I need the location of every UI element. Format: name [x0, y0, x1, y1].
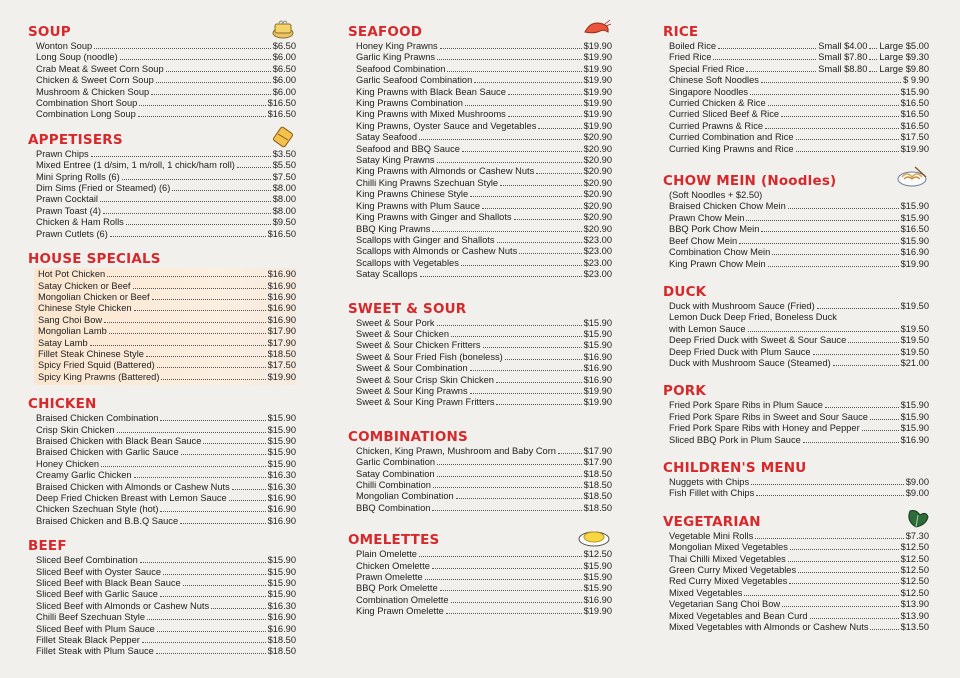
menu-item: BBQ Combination $18.50 — [356, 502, 612, 513]
beef-items — [28, 555, 296, 658]
section-title-vegetarian: VEGETARIAN — [663, 513, 761, 530]
menu-item: Sweet & Sour Crisp Skin Chicken $16.90 — [356, 374, 612, 385]
menu-item-sized: Fried Rice Small $7.80 Large $9.30 — [669, 52, 929, 63]
menu-item: Combination Short Soup $16.50 — [36, 98, 296, 109]
section-title-combinations: COMBINATIONS — [348, 428, 468, 445]
menu-item: Fillet Steak Chinese Style $18.50 — [38, 348, 296, 359]
menu-item: Mushroom & Chicken Soup $6.00 — [36, 86, 296, 97]
menu-item: Crisp Skin Chicken $15.90 — [36, 424, 296, 435]
menu-item: Garlic Seafood Combination $19.90 — [356, 75, 612, 86]
menu-item: Spicy Fried Squid (Battered) $17.50 — [38, 360, 296, 371]
menu-item: Sweet & Sour King Prawns $19.90 — [356, 385, 612, 396]
chow-mein-items — [663, 201, 929, 269]
menu-item: Creamy Garlic Chicken $16.30 — [36, 470, 296, 481]
menu-item: Braised Chicken with Black Bean Sauce $15.90 — [36, 435, 296, 446]
menu-item: Mixed Vegetables with Almonds or Cashew Nuts $13.50 — [669, 622, 929, 633]
menu-item: Mini Spring Rolls (6) $7.50 — [36, 171, 296, 182]
menu-item: Duck with Mushroom Sauce (Steamed) $21.00 — [669, 357, 929, 368]
menu-item: Seafood Combination $19.90 — [356, 63, 612, 74]
rice-items — [663, 41, 929, 155]
menu-item-multiline: Lemon Duck Deep Fried, Boneless Duck — [669, 312, 837, 323]
menu-item: King Prawns Combination $19.90 — [356, 98, 612, 109]
menu-item: Chicken & Sweet Corn Soup $6.00 — [36, 75, 296, 86]
menu-item: Combination Chow Mein $16.90 — [669, 247, 929, 258]
menu-item: Chicken Omelette $15.90 — [356, 560, 612, 571]
menu-item: Green Curry Mixed Vegetables $12.50 — [669, 565, 929, 575]
section-seafood — [348, 24, 612, 281]
menu-item: Red Curry Mixed Vegetables $12.50 — [669, 576, 929, 587]
menu-item: BBQ Pork Omelette $15.90 — [356, 583, 612, 594]
section-beef — [28, 538, 296, 658]
section-sweet-sour — [348, 301, 612, 409]
section-title-omelettes: OMELETTES — [348, 532, 440, 549]
menu-item: Fish Fillet with Chips $9.00 — [669, 488, 929, 499]
section-title-soup: SOUP — [28, 24, 71, 40]
menu-item: Braised Chicken with Almonds or Cashew Nuts $16.30 — [36, 481, 296, 492]
menu-item: Chilli Combination $18.50 — [356, 480, 612, 490]
menu-item: Chinese Style Chicken $16.90 — [38, 303, 296, 314]
menu-item: Garlic King Prawns $19.90 — [356, 52, 612, 63]
menu-item: Plain Omelette $12.50 — [356, 549, 612, 560]
menu-item: Prawn Chips $3.50 — [36, 148, 296, 159]
menu-item: Mongolian Combination $18.50 — [356, 491, 612, 502]
section-omelettes — [348, 532, 612, 617]
childrens-items — [663, 477, 929, 500]
section-soup — [28, 24, 296, 121]
menu-item: Sliced Beef with Black Bean Sauce $15.90 — [36, 578, 296, 589]
vegetable-icon — [903, 505, 929, 529]
menu-item: Sweet & Sour Chicken Fritters $15.90 — [356, 340, 612, 351]
combinations-items — [348, 446, 612, 514]
menu-item: Thai Chilli Mixed Vegetables $12.50 — [669, 553, 929, 564]
menu-item: Mongolian Chicken or Beef $16.90 — [38, 291, 296, 302]
house-specials-items — [34, 268, 296, 385]
menu-item: Scallops with Almonds or Cashew Nuts $23.00 — [356, 246, 612, 257]
menu-item: King Prawns with Plum Sauce $20.90 — [356, 200, 612, 211]
menu-item: Hot Pot Chicken $16.90 — [38, 269, 296, 280]
menu-item: Sang Choi Bow $16.90 — [38, 314, 296, 325]
menu-item: Mixed Vegetables and Bean Curd $13.90 — [669, 610, 929, 621]
menu-item: Mongolian Lamb $17.90 — [38, 326, 296, 337]
omelette-icon — [576, 526, 612, 548]
menu-item: Combination Omelette $16.90 — [356, 594, 612, 605]
soup-items — [28, 41, 296, 121]
section-childrens-menu — [663, 460, 929, 500]
menu-column-right — [663, 24, 929, 644]
menu-item: Curried King Prawns and Rice $19.90 — [669, 143, 929, 154]
menu-item: King Prawns, Oyster Sauce and Vegetables $19.90 — [356, 120, 612, 131]
menu-item: Braised Chicken Chow Mein $15.90 — [669, 201, 929, 212]
menu-item: Sweet & Sour Fried Fish (boneless) $16.90 — [356, 351, 612, 362]
section-combinations — [348, 429, 612, 514]
menu-item: Scallops with Vegetables $23.00 — [356, 257, 612, 268]
section-title-chicken: CHICKEN — [28, 396, 97, 413]
section-title-house-specials: HOUSE SPECIALS — [28, 251, 161, 268]
menu-item: Prawn Toast (4) $8.00 — [36, 205, 296, 216]
menu-item: Satay Chicken or Beef $16.90 — [38, 280, 296, 291]
chow-mein-note: (Soft Noodles + $2.50) — [669, 190, 763, 201]
section-title-childrens-menu: CHILDREN'S MENU — [663, 459, 807, 476]
menu-item: Spicy King Prawns (Battered) $19.90 — [38, 371, 296, 382]
menu-item: Vegetarian Sang Choi Bow $13.90 — [669, 599, 929, 610]
menu-item: King Prawn Omelette $19.90 — [356, 606, 612, 617]
menu-item: King Prawns with Ginger and Shallots $20.90 — [356, 212, 612, 223]
menu-item: Chicken & Ham Rolls $9.50 — [36, 217, 296, 228]
menu-item-multiline-end: with Lemon Sauce $19.50 — [669, 323, 929, 334]
menu-item: Fried Pork Spare Ribs with Honey and Pepper $15.90 — [669, 423, 929, 434]
menu-item: Sliced BBQ Pork in Plum Sauce $16.90 — [669, 434, 929, 445]
menu-item: Crab Meat & Sweet Corn Soup $6.50 — [36, 63, 296, 74]
section-title-beef: BEEF — [28, 538, 67, 555]
noodles-icon — [895, 163, 929, 189]
menu-item: Sweet & Sour King Prawn Fritters $19.90 — [356, 397, 612, 408]
menu-item: Sliced Beef with Plum Sauce $16.90 — [36, 623, 296, 634]
menu-item: Sliced Beef with Oyster Sauce $15.90 — [36, 566, 296, 577]
menu-item: King Prawn Chow Mein $19.90 — [669, 258, 929, 269]
menu-item: Satay Seafood $20.90 — [356, 132, 612, 143]
menu-item: Braised Chicken Combination $15.90 — [36, 413, 296, 424]
menu-item: Satay Lamb $17.90 — [38, 337, 296, 348]
menu-item: Honey Chicken $15.90 — [36, 458, 296, 469]
pork-items — [663, 400, 929, 446]
menu-item: Chilli Beef Szechuan Style $16.90 — [36, 612, 296, 623]
menu-item: Sliced Beef Combination $15.90 — [36, 555, 296, 566]
menu-item: Scallops with Ginger and Shallots $23.00 — [356, 234, 612, 245]
menu-item: Sweet & Sour Combination $16.90 — [356, 363, 612, 374]
sweet-sour-items — [348, 318, 612, 409]
menu-item: Braised Chicken and B.B.Q Sauce $16.90 — [36, 515, 296, 526]
menu-item: Nuggets with Chips $9.00 — [669, 476, 929, 487]
menu-item-sized: Boiled Rice Small $4.00 Large $5.00 — [669, 41, 929, 51]
section-vegetarian — [663, 514, 929, 634]
menu-item: Seafood and BBQ Sauce $20.90 — [356, 143, 612, 154]
menu-item: Chicken Szechuan Style (hot) $16.90 — [36, 504, 296, 515]
section-chow-mein — [663, 173, 929, 270]
menu-item: Singapore Noodles $15.90 — [669, 86, 929, 97]
menu-item: Chilli King Prawns Szechuan Style $20.90 — [356, 177, 612, 188]
section-title-appetisers: APPETISERS — [28, 131, 123, 148]
appetiser-icon — [270, 126, 296, 148]
menu-item: Prawn Cutlets (6) $16.50 — [36, 228, 296, 239]
section-chicken — [28, 396, 296, 527]
menu-item: Chicken, King Prawn, Mushroom and Baby Corn $17.90 — [356, 445, 612, 456]
section-title-duck: DUCK — [663, 283, 707, 300]
menu-column-middle — [348, 24, 612, 629]
menu-item: Combination Long Soup $16.50 — [36, 109, 296, 120]
menu-item: Fillet Steak Black Pepper $18.50 — [36, 635, 296, 646]
menu-item: Curried Combination and Rice $17.50 — [669, 132, 929, 143]
section-title-rice: RICE — [663, 24, 699, 40]
menu-item: King Prawns with Almonds or Cashew Nuts $20.90 — [356, 166, 612, 177]
section-duck — [663, 284, 929, 369]
section-title-pork: PORK — [663, 383, 707, 400]
menu-column-left — [28, 24, 296, 669]
menu-item: Fillet Steak with Plum Sauce $18.50 — [36, 646, 296, 657]
menu-item: BBQ Pork Chow Mein $16.50 — [669, 224, 929, 235]
menu-item: Fried Pork Spare Ribs in Plum Sauce $15.90 — [669, 400, 929, 411]
menu-item: Beef Chow Mein $15.90 — [669, 235, 929, 246]
menu-item: Prawn Cocktail $8.00 — [36, 194, 296, 205]
menu-item: Braised Chicken with Garlic Sauce $15.90 — [36, 447, 296, 458]
menu-item: Wonton Soup $6.50 — [36, 41, 296, 51]
duck-items — [663, 301, 929, 369]
menu-item: Prawn Omelette $15.90 — [356, 572, 612, 583]
menu-item: BBQ King Prawns $20.90 — [356, 223, 612, 234]
menu-item: King Prawns with Mixed Mushrooms $19.90 — [356, 109, 612, 120]
menu-item: Fried Pork Spare Ribs in Sweet and Sour Sauce $15.90 — [669, 411, 929, 422]
menu-item: Prawn Chow Mein $15.90 — [669, 212, 929, 223]
appetisers-items — [28, 149, 296, 240]
menu-item: Sliced Beef with Garlic Sauce $15.90 — [36, 589, 296, 600]
section-title-chow-mein: CHOW MEIN (Noodles) — [663, 173, 837, 190]
menu-item: Deep Fried Duck with Sweet & Sour Sauce $19.50 — [669, 335, 929, 346]
section-house-specials — [28, 251, 296, 385]
menu-item: Mixed Vegetables $12.50 — [669, 587, 929, 598]
menu-item: Garlic Combination $17.90 — [356, 457, 612, 468]
menu-item: Sliced Beef with Almonds or Cashew Nuts $16.30 — [36, 600, 296, 611]
menu-item: Curried Chicken & Rice $16.50 — [669, 98, 929, 109]
menu-item-sized: Special Fried Rice Small $8.80 Large $9.80 — [669, 63, 929, 74]
seafood-items — [348, 41, 612, 281]
menu-item: Mixed Entree (1 d/sim, 1 m/roll, 1 chick/ham roll) $5.50 — [36, 160, 296, 171]
menu-item: Mongolian Mixed Vegetables $12.50 — [669, 542, 929, 553]
menu-item: Satay Scallops $23.00 — [356, 269, 612, 280]
menu-item: Duck with Mushroom Sauce (Fried) $19.50 — [669, 300, 929, 311]
menu-item: Deep Fried Duck with Plum Sauce $19.50 — [669, 346, 929, 357]
menu-item: Dim Sims (Fried or Steamed) (6) $8.00 — [36, 183, 296, 194]
section-title-sweet-sour: SWEET & SOUR — [348, 300, 467, 317]
menu-item: King Prawns Chinese Style $20.90 — [356, 189, 612, 200]
omelettes-items — [348, 549, 612, 617]
soup-icon — [270, 18, 296, 40]
menu-item: Long Soup (noodle) $6.00 — [36, 52, 296, 63]
menu-item: Satay Combination $18.50 — [356, 468, 612, 479]
section-pork — [663, 383, 929, 446]
menu-item: Satay King Prawns $20.90 — [356, 155, 612, 166]
section-rice — [663, 24, 929, 155]
section-title-seafood: SEAFOOD — [348, 24, 423, 40]
menu-item: Sweet & Sour Chicken $15.90 — [356, 328, 612, 339]
menu-item: Curried Prawns & Rice $16.50 — [669, 120, 929, 131]
menu-item: King Prawns with Black Bean Sauce $19.90 — [356, 86, 612, 97]
menu-item: Vegetable Mini Rolls $7.30 — [669, 530, 929, 541]
menu-item: Chinese Soft Noodles $ 9.90 — [669, 75, 929, 86]
menu-item: Deep Fried Chicken Breast with Lemon Sauce $16.90 — [36, 493, 296, 503]
prawn-icon — [580, 18, 612, 40]
menu-item: Sweet & Sour Pork $15.90 — [356, 317, 612, 328]
menu-item: Curried Sliced Beef & Rice $16.50 — [669, 109, 929, 120]
menu-item: Honey King Prawns $19.90 — [356, 41, 612, 51]
chicken-items — [28, 413, 296, 527]
section-appetisers — [28, 132, 296, 240]
vegetarian-items — [663, 531, 929, 634]
